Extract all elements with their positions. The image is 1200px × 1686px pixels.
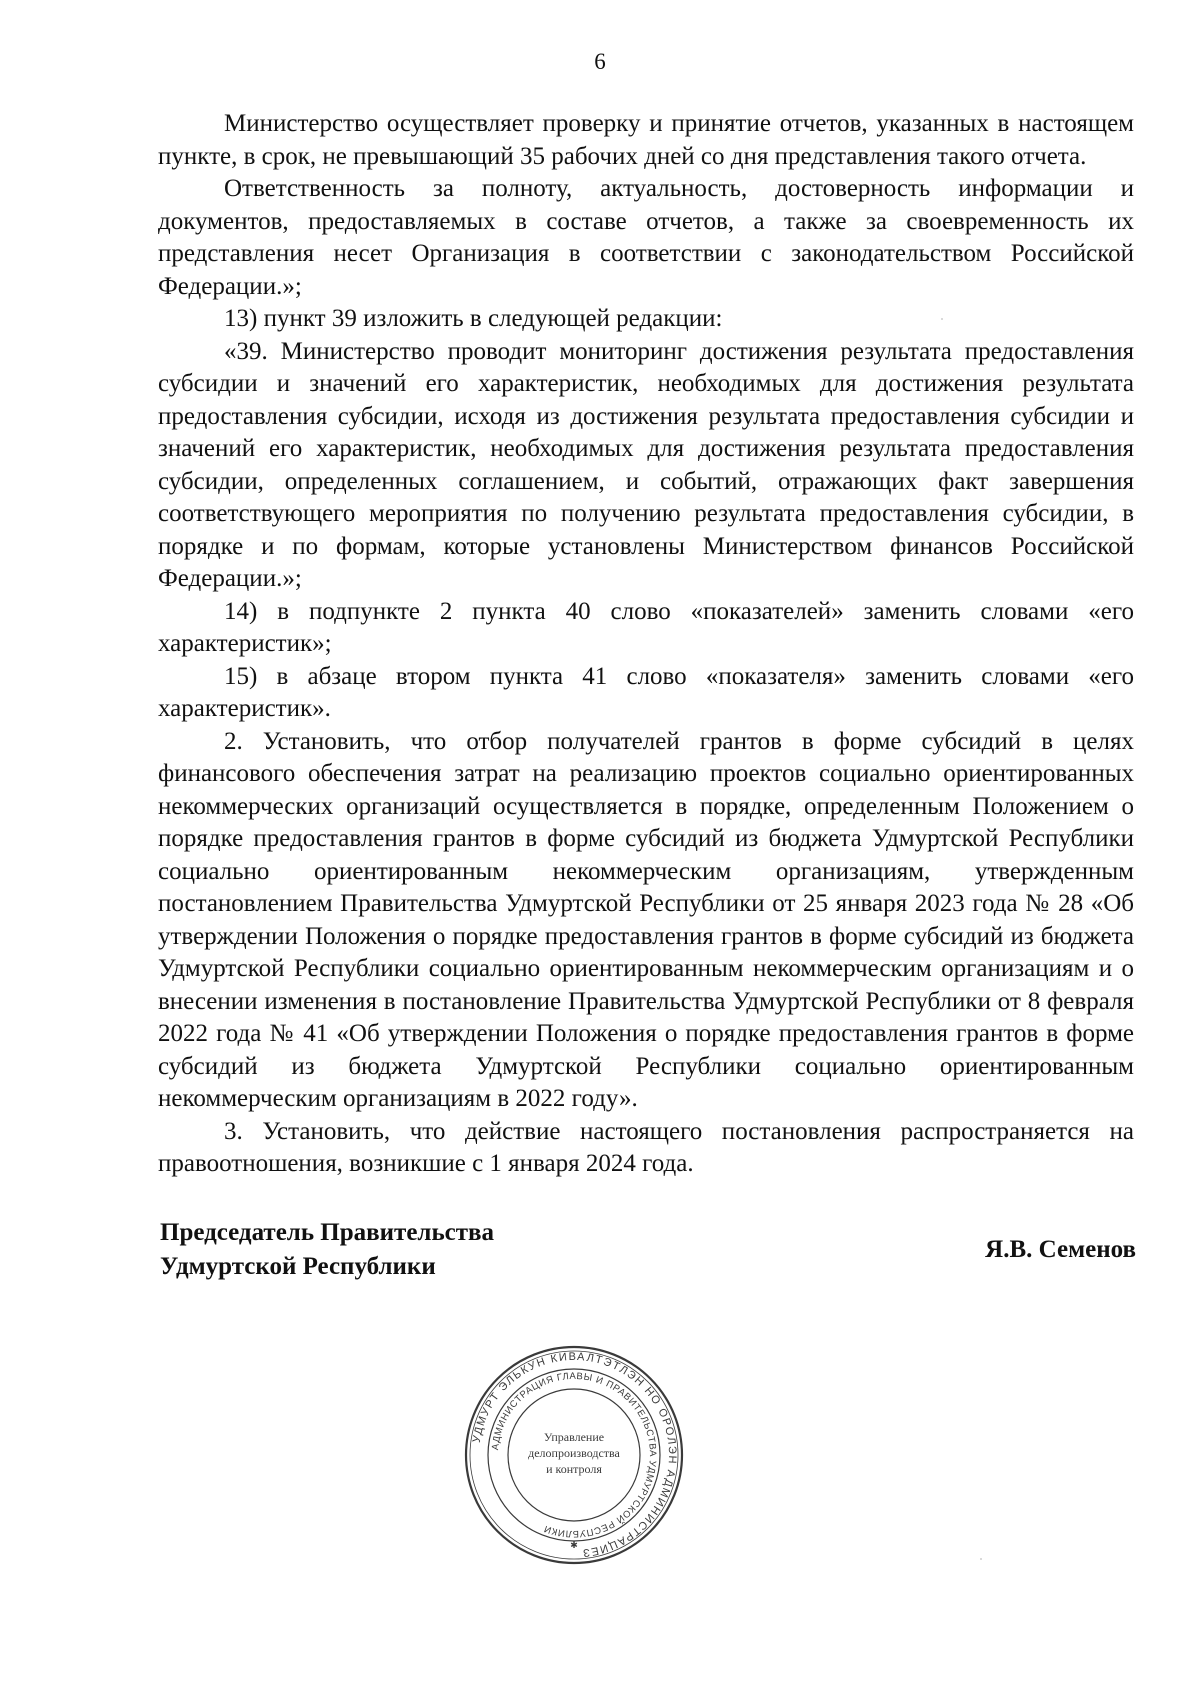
seal-graphic [462,1343,686,1567]
seal-center-line-1: Управление [543,1430,605,1444]
paragraph-item-14: 14) в подпункте 2 пункта 40 слово «показателей» заменить словами «его характеристик»; [158,597,1134,657]
seal-outer-text: УДМУРТ ЭЛЬКУН КИВАЛТЭТЛЭН НО ОРОЛЭН АДМИНИСТРАЦИЕЗ [470,1350,679,1559]
paragraph-point-39: «39. Министерство проводит мониторинг достижения результата предоставления субсидии и значений его характеристик, необходимых для достижения результата предоставления субсидии, исходя из достижения результата предоставления субсидии и значений его характеристик, необходимых для достижения результата предоставления субсидии, определенных соглашением, и событий, отражающих факт завершения соответствующего мероприятия по получению результата предоставления субсидии, в порядке и по формам, которые установлены Министерством финансов Российской Федерации.»; [158,337,1134,592]
signer-position [160,1216,494,1284]
signer-position-line-2: Удмуртской Республики [160,1253,436,1280]
paragraph-section-2: 2. Установить, что отбор получателей грантов в форме субсидий в целях финансового обеспечения затрат на реализацию проектов социально ориентированных некоммерческих организаций осуществляется в порядке, определенным Положением о порядке предоставления грантов в форме субсидий из бюджета Удмуртской Республики социально ориентированным некоммерческим организациям, утвержденным постановлением Правительства Удмуртской Республики от 25 января 2023 года № 28 «Об утверждении Положения о порядке предоставления грантов в форме субсидий из бюджета Удмуртской Республики социально ориентированным некоммерческим организациям и о внесении изменения в постановление Правительства Удмуртской Республики от 8 февраля 2022 года № 41 «Об утверждении Положения о порядке предоставления грантов в форме субсидий из бюджета Удмуртской Республики социально ориентированным некоммерческим организациям в 2022 году». [158,727,1134,1112]
page-number: 6 [594,49,606,74]
official-seal-stamp [462,1343,686,1567]
scan-speck [941,318,943,320]
seal-inner-text: АДМИНИСТРАЦИЯ ГЛАВЫ И ПРАВИТЕЛЬСТВА УДМУРТСКОЙ РЕСПУБЛИКИ [490,1370,659,1540]
paragraph-section-3: 3. Установить, что действие настоящего постановления распространяется на правоотношения, возникшие с 1 января 2024 года. [158,1117,1134,1177]
signer-name: Я.В. Семенов [985,1236,1136,1263]
paragraph-item-15: 15) в абзаце втором пункта 41 слово «показателя» заменить словами «его характеристик». [158,662,1134,722]
paragraph-responsibility: Ответственность за полноту, актуальность, достоверность информации и документов, предоставляемых в составе отчетов, а также за своевременность их представления несет Организация в соответствии с законодательством Российской Федерации.»; [158,175,1134,300]
scan-speck [980,1558,982,1560]
paragraph-item-13: 13) пункт 39 изложить в следующей редакции: [224,305,723,332]
seal-star-icon: ✱ [570,1541,578,1551]
seal-center-line-3: и контроля [546,1462,602,1476]
signer-position-line-1: Председатель Правительства [160,1219,495,1246]
document-body [158,108,1134,1181]
seal-center-line-2: делопроизводства [528,1446,620,1460]
paragraph-report-review: Министерство осуществляет проверку и принятие отчетов, указанных в настоящем пункте, в срок, не превышающий 35 рабочих дней со дня представления такого отчета. [158,110,1134,170]
